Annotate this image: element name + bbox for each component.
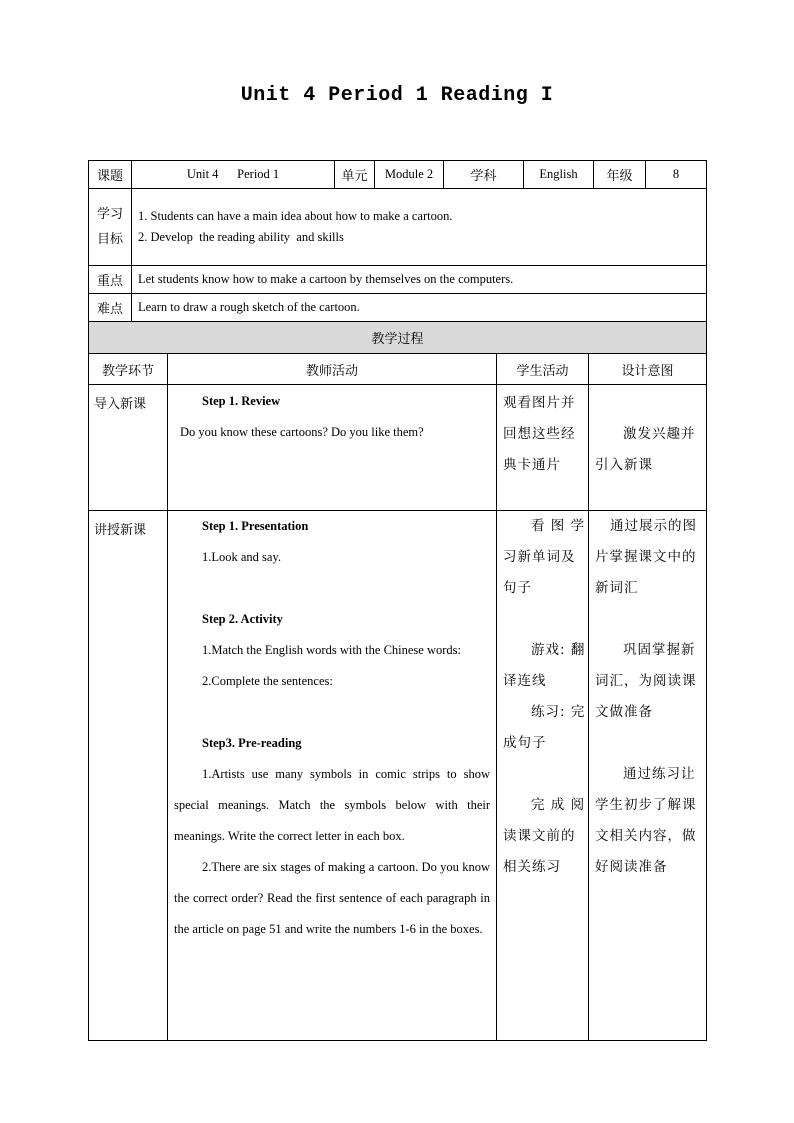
topic-label: 课题	[89, 161, 132, 189]
main-teacher-cell	[168, 511, 497, 1041]
step3-item1: 1.Artists use many symbols in comic strips to show special meanings. Match the symbols below with their meanings. Write the correct letter in each box.	[174, 767, 490, 843]
student-b2: 译连线	[503, 673, 547, 689]
lesson-info-table	[88, 160, 707, 322]
intro-student-1: 观看图片并	[503, 395, 576, 411]
intent-b1: 巩固掌握新	[623, 642, 696, 658]
intent-a3: 新词汇	[595, 580, 639, 596]
topic-value: Unit 4 Period 1	[132, 161, 335, 189]
intro-intent-2: 引入新课	[595, 457, 653, 473]
col-student: 学生活动	[497, 354, 589, 385]
key-label: 重点	[89, 266, 132, 294]
process-header: 教学过程	[89, 322, 707, 354]
intro-question: Do you know these cartoons? Do you like them?	[180, 425, 424, 439]
intro-step: Step 1. Review	[202, 394, 281, 408]
student-d2: 读课文前的	[503, 828, 576, 844]
step2-title: Step 2. Activity	[202, 612, 283, 626]
step3-title: Step3. Pre-reading	[202, 736, 302, 750]
col-intent: 设计意图	[589, 354, 707, 385]
intro-intent-cell	[589, 385, 707, 511]
intent-c2: 学生初步了解课	[595, 797, 697, 813]
step2-item2: 2.Complete the sentences:	[202, 674, 333, 688]
grade-label: 年级	[594, 161, 646, 189]
main-intent-cell	[589, 511, 707, 1041]
goal-1: 1. Students can have a main idea about how to make a cartoon.	[138, 209, 453, 223]
teaching-process-table	[88, 321, 707, 1041]
step2-item1: 1.Match the English words with the Chinese words:	[202, 643, 461, 657]
student-a2: 习新单词及	[503, 549, 576, 565]
intent-c4: 好阅读准备	[595, 859, 668, 875]
main-stage-cell	[89, 511, 168, 1041]
unit-value: Module 2	[375, 161, 444, 189]
intent-c3: 文相关内容，做	[595, 828, 697, 844]
student-d1: 完 成 阅	[531, 797, 586, 813]
difficult-value: Learn to draw a rough sketch of the cartoon.	[132, 294, 707, 322]
subject-value: English	[524, 161, 594, 189]
col-stage: 教学环节	[89, 354, 168, 385]
subject-label: 学科	[444, 161, 524, 189]
col-teacher: 教师活动	[168, 354, 497, 385]
step1-title: Step 1. Presentation	[202, 519, 309, 533]
step3-item2: 2.There are six stages of making a cartoon. Do you know the correct order? Read the first sentence of each paragraph in the article on page 51 and write the numbers 1-6 in the boxes.	[174, 860, 490, 936]
student-c1: 练习: 完	[531, 704, 586, 720]
goals-value	[132, 189, 707, 266]
student-d3: 相关练习	[503, 859, 561, 875]
intent-a2: 片掌握课文中的	[595, 549, 697, 565]
key-value: Let students know how to make a cartoon by themselves on the computers.	[132, 266, 707, 294]
step1-item: 1.Look and say.	[202, 550, 282, 564]
student-a1: 看 图 学	[531, 518, 586, 534]
page-title: Unit 4 Period 1 Reading I	[240, 84, 554, 107]
main-student-cell	[497, 511, 589, 1041]
intro-student-3: 典卡通片	[503, 457, 561, 473]
student-b1: 游戏: 翻	[531, 642, 586, 658]
intro-stage-cell	[89, 385, 168, 511]
intro-student-cell	[497, 385, 589, 511]
intent-a1: 通过展示的图	[610, 518, 697, 534]
intro-intent-1: 激发兴趣并	[623, 426, 696, 442]
grade-value: 8	[646, 161, 707, 189]
difficult-label: 难点	[89, 294, 132, 322]
unit-label: 单元	[335, 161, 375, 189]
student-c2: 成句子	[503, 735, 547, 751]
goal-2: 2. Develop the reading ability and skills	[138, 230, 344, 244]
main-stage: 讲授新课	[94, 523, 147, 538]
intent-b3: 文做准备	[595, 704, 653, 720]
intro-stage: 导入新课	[94, 397, 147, 412]
student-a3: 句子	[503, 580, 532, 596]
goals-label: 学习 目标	[89, 189, 132, 266]
intent-b2: 词汇，为阅读课	[595, 673, 697, 689]
intent-c1: 通过练习让	[623, 766, 696, 782]
intro-teacher-cell	[168, 385, 497, 511]
intro-student-2: 回想这些经	[503, 426, 576, 442]
